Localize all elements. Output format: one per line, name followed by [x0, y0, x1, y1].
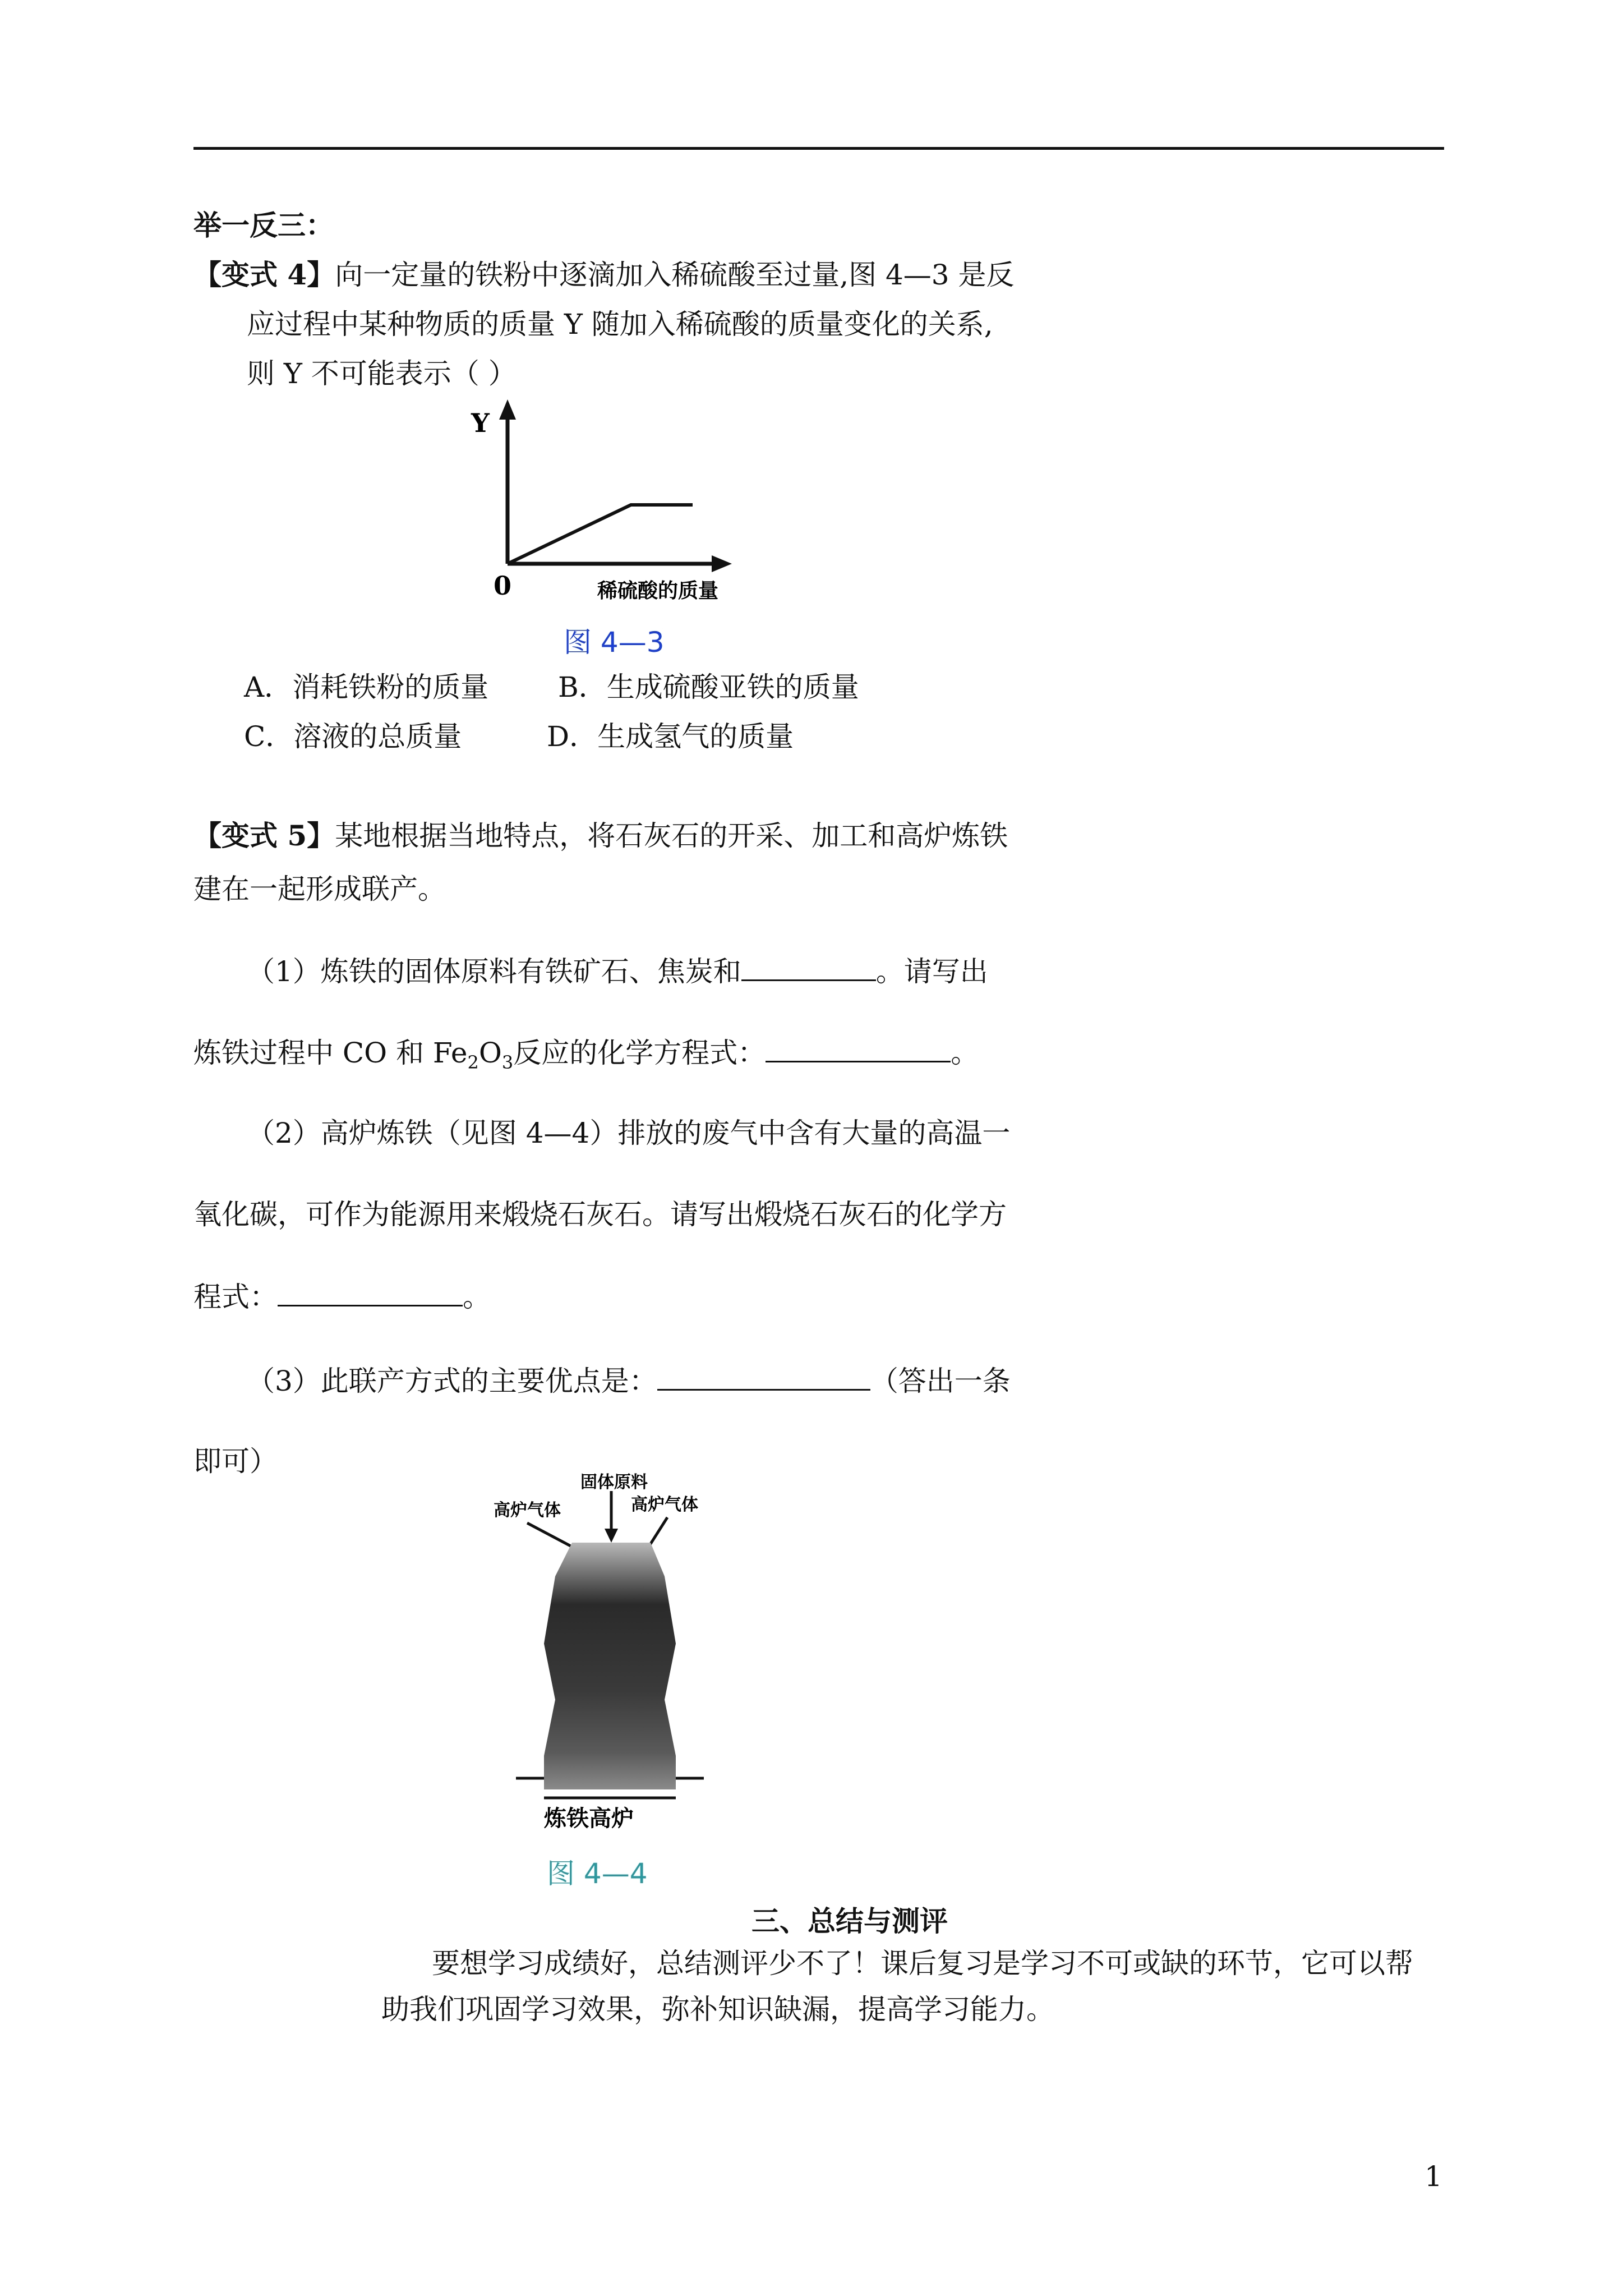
- figure-4-3-graph: [460, 393, 751, 628]
- y-axis-label: Y: [471, 408, 490, 438]
- summary-line1: 要想学习成绩好，总结测评少不了！课后复习是学习不可或缺的环节，它可以帮: [432, 1947, 1413, 1980]
- fe2o3-sub-3: 3: [501, 1052, 514, 1073]
- q5-line1: [193, 819, 1008, 853]
- q5-p1-text-a: （1）炼铁的固体原料有铁矿石、焦炭和: [247, 955, 741, 988]
- q4-tag: 【变式 4】: [193, 258, 335, 291]
- graph-line: [508, 505, 693, 564]
- page-number: 1: [1424, 2160, 1442, 2193]
- summary-heading: 三、总结与测评: [751, 1904, 948, 1938]
- figure-4-4-caption: 图 4—4: [547, 1857, 648, 1890]
- furnace-body: [544, 1543, 676, 1789]
- q5-p3-text-a: （3）此联产方式的主要优点是：: [247, 1365, 657, 1397]
- option-d: D．生成氢气的质量: [547, 720, 794, 753]
- q5-part3-line2: 即可）: [193, 1445, 278, 1478]
- q5-text-1: 某地根据当地特点，将石灰石的开采、加工和高炉炼铁: [335, 820, 1008, 852]
- figure-4-4-furnace: [482, 1464, 751, 1834]
- top-label: 固体原料: [580, 1473, 648, 1492]
- answer-blank-4[interactable]: [657, 1363, 870, 1391]
- right-gas-label: 高炉气体: [631, 1495, 698, 1515]
- q5-p1-text-b: 。请写出: [875, 955, 988, 988]
- q5-p2-text-c: 程式：: [193, 1281, 278, 1313]
- origin-label: 0: [494, 570, 512, 601]
- q4-text-1: 向一定量的铁粉中逐滴加入稀硫酸至过量,图 4—3 是反: [335, 259, 1015, 291]
- q5-p1-text-c: 炼铁过程中 CO 和 Fe: [193, 1037, 468, 1069]
- y-axis-arrow: [499, 399, 516, 420]
- x-axis-label: 稀硫酸的质量: [597, 579, 719, 602]
- q5-part1-line1: [247, 954, 988, 988]
- q5-part3-line1: [247, 1363, 1011, 1398]
- q4-line3: 则 Y 不可能表示（ ）: [247, 357, 517, 390]
- left-gas-label: 高炉气体: [494, 1501, 561, 1520]
- answer-blank-2[interactable]: [766, 1035, 951, 1062]
- figure-4-3-caption: 图 4—3: [564, 626, 665, 659]
- answer-blank-1[interactable]: [741, 954, 876, 981]
- q5-p1-text-d: 反应的化学方程式：: [513, 1037, 766, 1069]
- option-c: C．溶液的总质量: [244, 720, 462, 753]
- fe2o3-o: O: [478, 1037, 502, 1069]
- option-a: A．消耗铁粉的质量: [244, 671, 489, 703]
- q5-p3-text-b: （答出一条: [870, 1365, 1011, 1397]
- q5-part2-line3: [193, 1279, 491, 1314]
- left-gas-arrow: [527, 1523, 575, 1548]
- option-b: B．生成硫酸亚铁的质量: [558, 671, 859, 703]
- summary-line2: 助我们巩固学习效果，弥补知识缺漏，提高学习能力。: [381, 1993, 1054, 2026]
- q5-part1-line2: [193, 1035, 979, 1073]
- furnace-label: 炼铁高炉: [544, 1806, 634, 1832]
- answer-blank-3[interactable]: [278, 1279, 463, 1306]
- x-axis-arrow: [712, 555, 732, 572]
- fe2o3-sub-2: 2: [467, 1052, 479, 1073]
- q5-p1-text-e: 。: [951, 1037, 979, 1069]
- feed-arrowhead: [605, 1529, 618, 1543]
- section-label: 举一反三：: [193, 209, 334, 242]
- q4-line2: 应过程中某种物质的质量 Y 随加入稀硫酸的质量变化的关系,: [247, 308, 993, 341]
- q5-tag: 【变式 5】: [193, 819, 335, 852]
- q5-p2-text-d: 。: [463, 1281, 491, 1313]
- q5-part2-line1: （2）高炉炼铁（见图 4—4）排放的废气中含有大量的高温一: [247, 1117, 1011, 1149]
- q5-part2-line2: 氧化碳，可作为能源用来煅烧石灰石。请写出煅烧石灰石的化学方: [193, 1198, 1007, 1231]
- q4-line1: [193, 258, 1015, 292]
- header-rule: [193, 147, 1444, 150]
- q5-line2: 建在一起形成联产。: [193, 873, 446, 905]
